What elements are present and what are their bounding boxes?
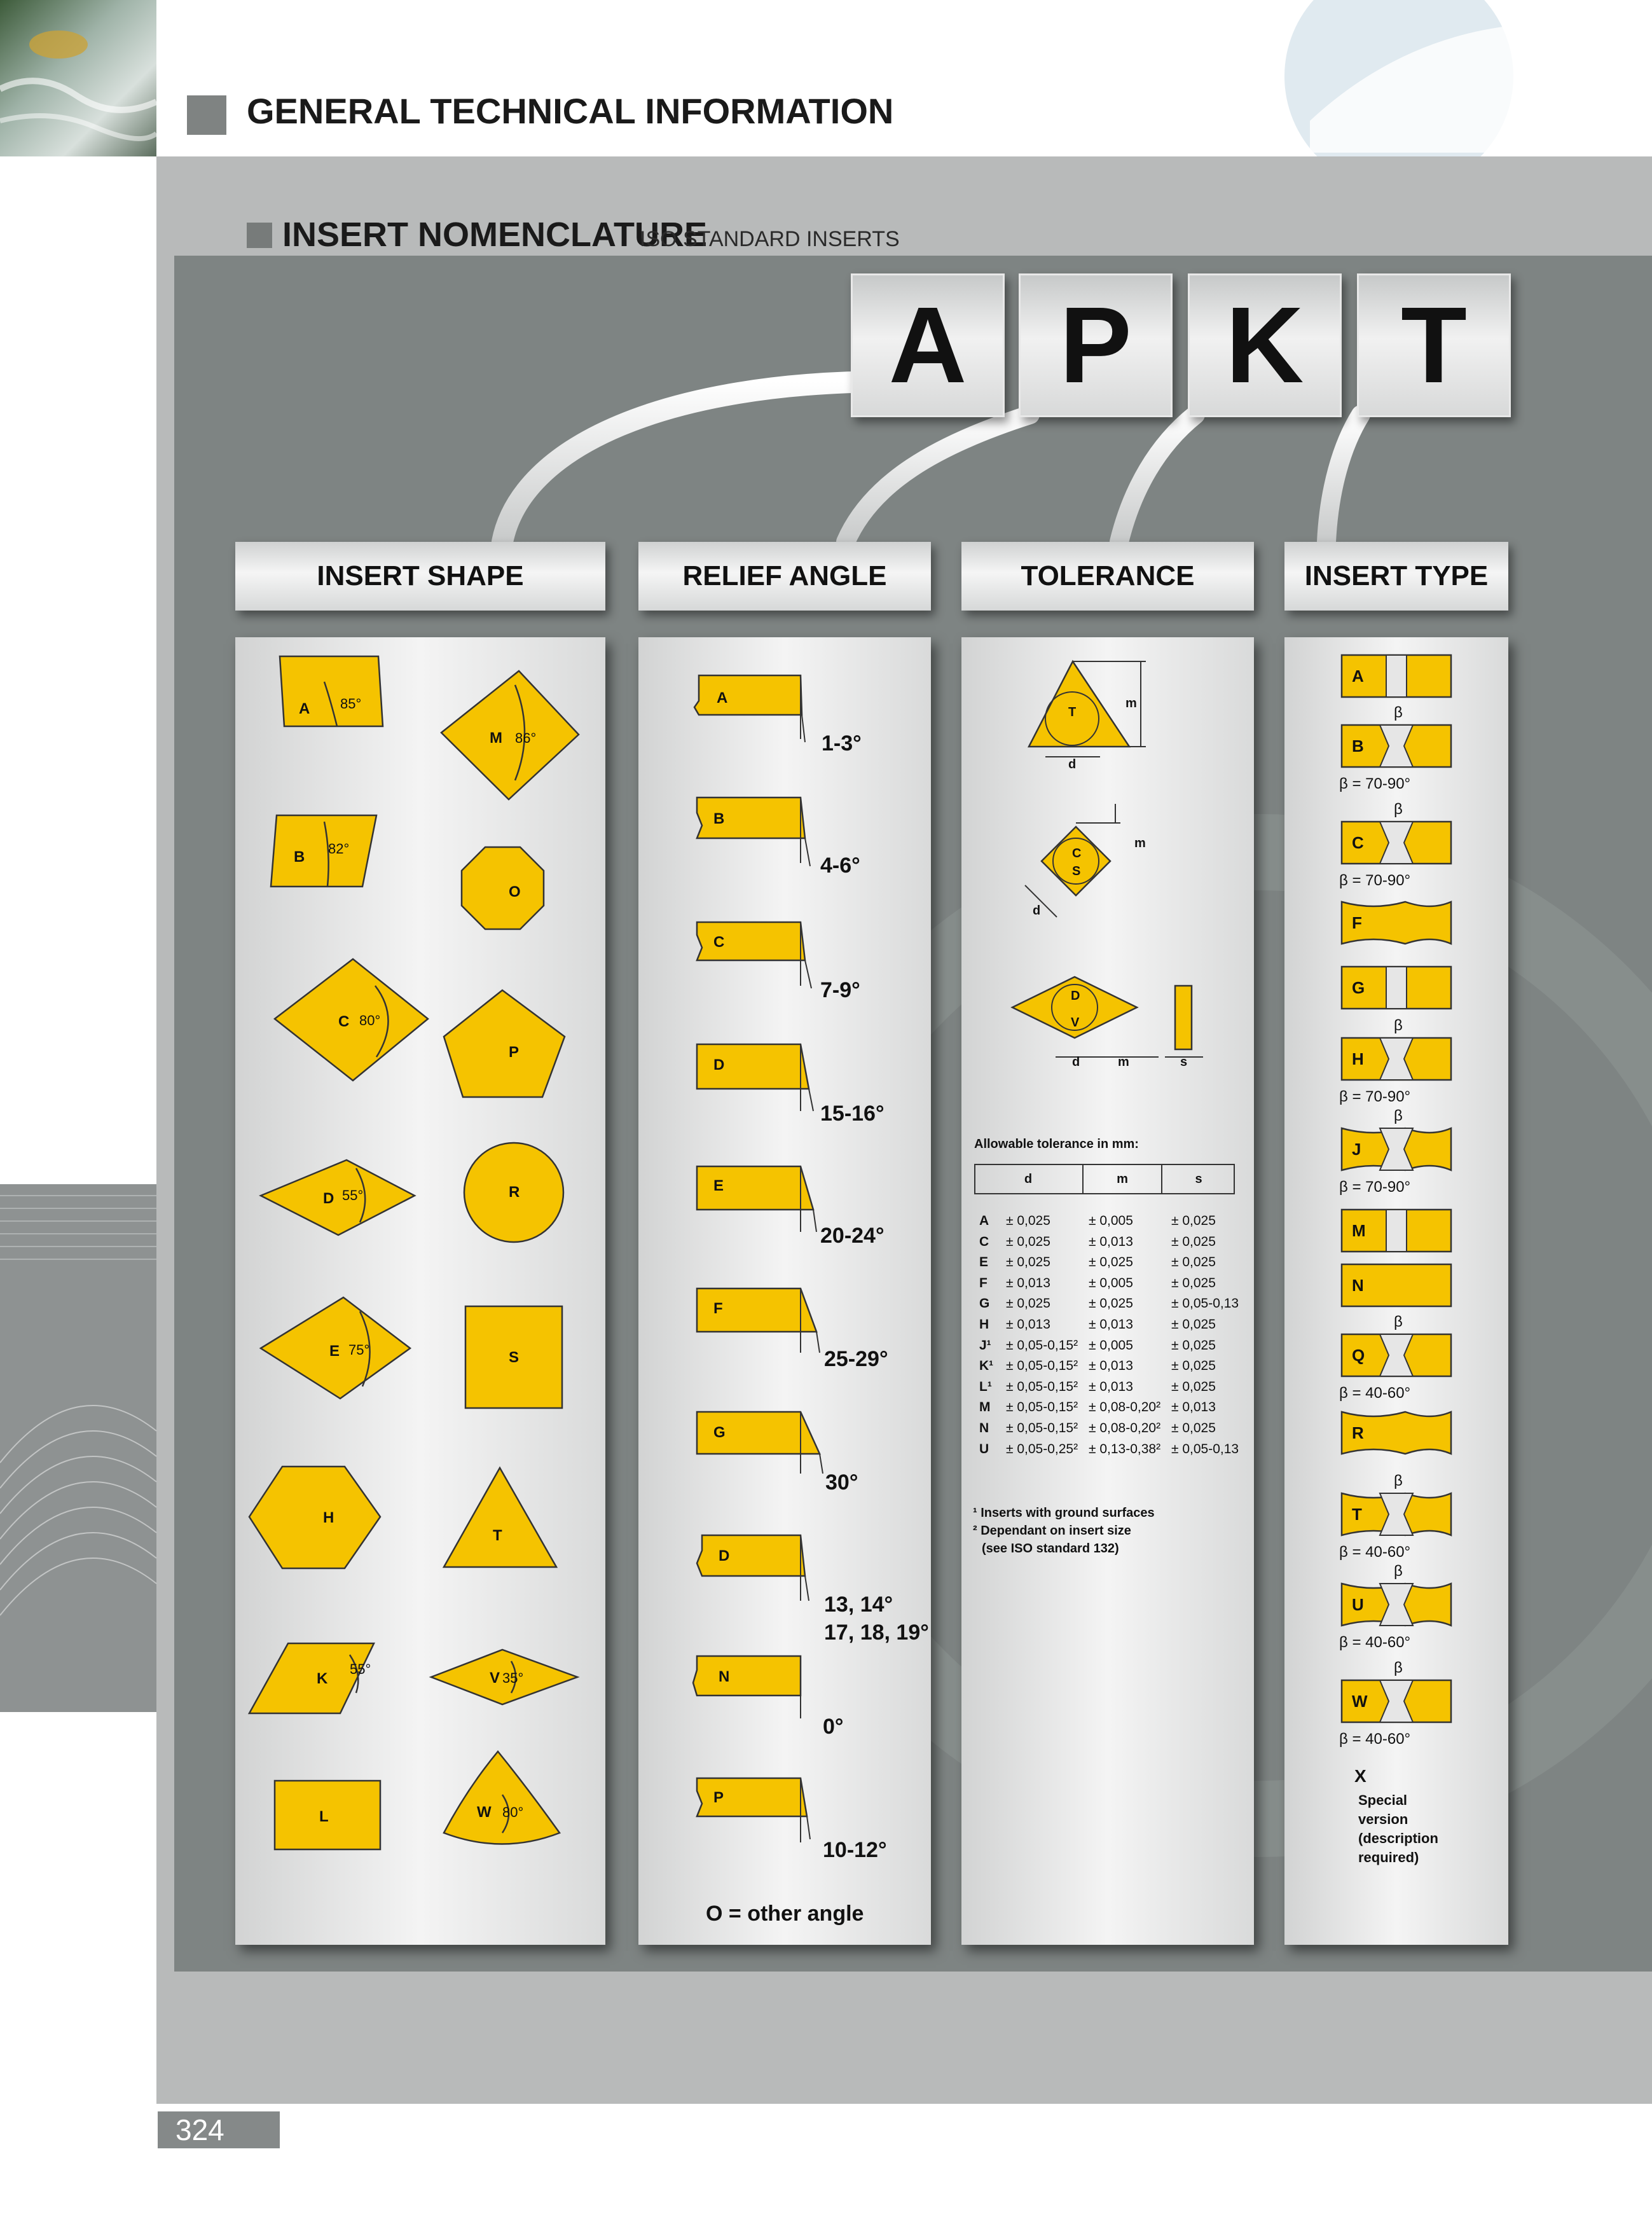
shape-H-letter: H bbox=[323, 1509, 334, 1526]
column-header-insert-shape: INSERT SHAPE bbox=[235, 542, 605, 611]
beta-symbol: β bbox=[1394, 1017, 1403, 1034]
tolerance-s: ± 0,025 bbox=[1171, 1421, 1216, 1435]
tolerance-note-3: (see ISO standard 132) bbox=[982, 1542, 1119, 1556]
insert-type-letter: A bbox=[1352, 667, 1364, 686]
insert-type-Q bbox=[1339, 1313, 1451, 1402]
shape-B-angle: 82° bbox=[328, 841, 350, 857]
beta-symbol: β bbox=[1394, 801, 1403, 818]
relief-D2-angle-2: 17, 18, 19° bbox=[824, 1620, 929, 1645]
shape-W-angle: 80° bbox=[502, 1804, 524, 1820]
section-subtitle: ISO STANDARD INSERTS bbox=[640, 227, 900, 251]
shape-C-angle: 80° bbox=[359, 1012, 381, 1028]
tolerance-m: ± 0,005 bbox=[1089, 1213, 1133, 1228]
relief-E-angle: 20-24° bbox=[820, 1224, 885, 1248]
insert-type-U bbox=[1339, 1563, 1451, 1651]
tolerance-s: ± 0,025 bbox=[1171, 1275, 1216, 1290]
insert-type-beta: β = 40-60° bbox=[1339, 1385, 1411, 1402]
shape-L-letter: L bbox=[319, 1808, 329, 1825]
tolerance-d: ± 0,05-0,25² bbox=[1006, 1441, 1078, 1456]
beta-symbol: β bbox=[1394, 1563, 1403, 1580]
shape-K-letter: K bbox=[317, 1670, 328, 1687]
insert-type-diagrams bbox=[1284, 637, 1508, 1945]
tolerance-code: H bbox=[979, 1317, 989, 1332]
relief-G-angle: 30° bbox=[825, 1470, 858, 1495]
shape-T-letter: T bbox=[493, 1527, 502, 1544]
insert-type-hole bbox=[1386, 655, 1407, 697]
tol-label-m3: m bbox=[1118, 1055, 1129, 1069]
insert-type-letter: R bbox=[1352, 1423, 1364, 1442]
relief-P-angle: 10-12° bbox=[823, 1838, 887, 1862]
tolerance-header-s: s bbox=[1195, 1172, 1202, 1186]
insert-type-letter: Q bbox=[1352, 1346, 1365, 1365]
tol-label-m2: m bbox=[1134, 836, 1146, 850]
tolerance-d: ± 0,05-0,15² bbox=[1006, 1400, 1078, 1415]
shape-W bbox=[444, 1751, 560, 1844]
tolerance-code: M bbox=[979, 1400, 991, 1415]
tolerance-m: ± 0,025 bbox=[1089, 1255, 1133, 1270]
relief-N-letter: N bbox=[719, 1668, 730, 1685]
tolerance-m: ± 0,08-0,20² bbox=[1089, 1400, 1161, 1415]
tolerance-code: A bbox=[979, 1213, 989, 1228]
shape-R-letter: R bbox=[509, 1184, 520, 1201]
insert-type-letter: B bbox=[1352, 736, 1364, 756]
shape-D-angle: 55° bbox=[342, 1187, 364, 1203]
tolerance-code: N bbox=[979, 1421, 989, 1435]
shape-B bbox=[271, 815, 376, 887]
shape-P bbox=[444, 990, 565, 1097]
shape-A-angle: 85° bbox=[340, 696, 362, 712]
header-square bbox=[187, 95, 226, 135]
insert-type-hole bbox=[1386, 1210, 1407, 1252]
relief-G-letter: G bbox=[713, 1424, 726, 1441]
tolerance-s: ± 0,025 bbox=[1171, 1379, 1216, 1394]
insert-type-J bbox=[1339, 1107, 1451, 1196]
insert-type-F bbox=[1342, 902, 1451, 944]
insert-type-letter: N bbox=[1352, 1276, 1364, 1295]
tolerance-d: ± 0,013 bbox=[1006, 1275, 1050, 1290]
tol-label-V: V bbox=[1071, 1016, 1080, 1030]
tolerance-d: ± 0,05-0,15² bbox=[1006, 1379, 1078, 1394]
shape-V bbox=[431, 1650, 577, 1704]
tolerance-header-m: m bbox=[1084, 1164, 1162, 1194]
relief-D-letter: D bbox=[713, 1056, 725, 1074]
tolerance-d: ± 0,05-0,15² bbox=[1006, 1421, 1078, 1435]
special-line: (description bbox=[1358, 1830, 1438, 1846]
tolerance-m: ± 0,013 bbox=[1089, 1379, 1133, 1394]
shape-L bbox=[275, 1781, 380, 1849]
section-title: INSERT NOMENCLATURE bbox=[282, 216, 707, 254]
tolerance-s: ± 0,025 bbox=[1171, 1317, 1216, 1332]
tol-label-m1: m bbox=[1125, 696, 1137, 710]
relief-A-angle: 1-3° bbox=[822, 731, 862, 756]
shape-D-letter: D bbox=[323, 1190, 334, 1207]
code-letter-3: K bbox=[1188, 273, 1342, 417]
insert-type-hole bbox=[1386, 967, 1407, 1009]
shape-E-letter: E bbox=[329, 1343, 340, 1360]
shape-M bbox=[441, 671, 579, 799]
tol-label-T: T bbox=[1068, 705, 1077, 719]
tolerance-m: ± 0,13-0,38² bbox=[1089, 1441, 1161, 1456]
code-letter-1: A bbox=[851, 273, 1005, 417]
tolerance-d: ± 0,05-0,15² bbox=[1006, 1358, 1078, 1374]
shape-T bbox=[444, 1468, 556, 1567]
tolerance-diagrams bbox=[961, 637, 1254, 1121]
tolerance-s: ± 0,025 bbox=[1171, 1358, 1216, 1374]
tolerance-s: ± 0,025 bbox=[1171, 1337, 1216, 1353]
relief-C-angle: 7-9° bbox=[820, 978, 860, 1002]
code-letter-2: P bbox=[1019, 273, 1173, 417]
tolerance-d: ± 0,013 bbox=[1006, 1317, 1050, 1332]
tolerance-s: ± 0,025 bbox=[1171, 1255, 1216, 1270]
shape-H bbox=[249, 1467, 380, 1568]
column-header-relief-angle: RELIEF ANGLE bbox=[638, 542, 931, 611]
insert-type-C bbox=[1339, 801, 1451, 889]
relief-A-letter: A bbox=[717, 689, 728, 707]
relief-A-shape bbox=[694, 675, 802, 715]
tolerance-s: ± 0,025 bbox=[1171, 1213, 1216, 1228]
insert-type-beta: β = 70-90° bbox=[1339, 872, 1411, 889]
tolerance-s: ± 0,025 bbox=[1171, 1234, 1216, 1249]
insert-type-letter: G bbox=[1352, 978, 1365, 997]
tolerance-code: F bbox=[979, 1275, 988, 1290]
tolerance-code: J¹ bbox=[979, 1337, 991, 1353]
shape-C bbox=[275, 959, 428, 1081]
insert-type-G bbox=[1342, 967, 1451, 1009]
insert-type-beta: β = 40-60° bbox=[1339, 1634, 1411, 1651]
tolerance-s: ± 0,05-0,13 bbox=[1171, 1441, 1239, 1456]
shape-S bbox=[465, 1306, 562, 1408]
tol-label-S: S bbox=[1072, 864, 1081, 878]
shape-P-letter: P bbox=[509, 1044, 520, 1061]
insert-type-T bbox=[1339, 1472, 1451, 1561]
insert-type-letter: C bbox=[1352, 833, 1364, 852]
shape-W-letter: W bbox=[477, 1804, 492, 1821]
tolerance-thickness bbox=[1175, 986, 1192, 1049]
insert-type-letter: J bbox=[1352, 1140, 1361, 1159]
insert-type-R bbox=[1342, 1412, 1451, 1454]
insert-type-letter: M bbox=[1352, 1221, 1366, 1240]
relief-C-letter: C bbox=[713, 934, 725, 951]
beta-symbol: β bbox=[1394, 1472, 1403, 1489]
tolerance-m: ± 0,013 bbox=[1089, 1234, 1133, 1249]
shape-A bbox=[280, 656, 383, 726]
shape-V-letter: V bbox=[490, 1669, 500, 1687]
relief-P-letter: P bbox=[713, 1789, 724, 1806]
shape-O-letter: O bbox=[509, 883, 521, 901]
beta-symbol: β bbox=[1394, 1659, 1403, 1676]
relief-N-shape bbox=[693, 1656, 801, 1696]
tol-label-d3: d bbox=[1072, 1055, 1080, 1069]
shape-O bbox=[462, 847, 544, 929]
tol-label-D: D bbox=[1071, 989, 1080, 1003]
tolerance-s: ± 0,013 bbox=[1171, 1400, 1216, 1415]
tol-label-s: s bbox=[1180, 1055, 1188, 1069]
insert-type-beta: β = 40-60° bbox=[1339, 1544, 1411, 1561]
shape-S-letter: S bbox=[509, 1349, 520, 1366]
tolerance-code: C bbox=[979, 1234, 989, 1249]
insert-type-H bbox=[1339, 1017, 1451, 1105]
shape-D bbox=[261, 1160, 415, 1235]
relief-F-angle: 25-29° bbox=[824, 1347, 888, 1371]
tolerance-d: ± 0,025 bbox=[1006, 1213, 1050, 1228]
beta-symbol: β bbox=[1394, 1313, 1403, 1330]
insert-type-letter: T bbox=[1352, 1505, 1362, 1524]
insert-type-beta: β = 70-90° bbox=[1339, 775, 1411, 792]
insert-shape-diagrams bbox=[235, 637, 605, 1945]
page-number: 324 bbox=[176, 2113, 224, 2146]
relief-angle-diagrams bbox=[638, 637, 931, 1945]
tolerance-square bbox=[1042, 827, 1110, 895]
shape-M-angle: 86° bbox=[515, 730, 537, 746]
tolerance-code: G bbox=[979, 1296, 990, 1311]
insert-type-W bbox=[1339, 1659, 1451, 1748]
relief-N-angle: 0° bbox=[823, 1715, 844, 1739]
tolerance-d: ± 0,05-0,15² bbox=[1006, 1337, 1078, 1353]
shape-E-angle: 75° bbox=[348, 1342, 370, 1358]
beta-symbol: β bbox=[1394, 1107, 1403, 1124]
insert-type-letter: U bbox=[1352, 1595, 1364, 1614]
insert-type-beta: β = 40-60° bbox=[1339, 1730, 1411, 1748]
special-line: Special bbox=[1358, 1792, 1408, 1808]
relief-D-angle: 15-16° bbox=[820, 1102, 885, 1126]
insert-type-N bbox=[1342, 1264, 1451, 1306]
beta-symbol: β bbox=[1394, 704, 1403, 721]
tolerance-d: ± 0,025 bbox=[1006, 1255, 1050, 1270]
tol-label-d2: d bbox=[1033, 904, 1041, 918]
special-letter: X bbox=[1354, 1766, 1366, 1786]
tolerance-code: E bbox=[979, 1255, 989, 1270]
relief-F-letter: F bbox=[713, 1300, 723, 1317]
tol-label-C: C bbox=[1072, 846, 1082, 860]
special-line: version bbox=[1358, 1811, 1408, 1827]
insert-type-M bbox=[1342, 1210, 1451, 1252]
tolerance-m: ± 0,013 bbox=[1089, 1358, 1133, 1374]
tolerance-m: ± 0,025 bbox=[1089, 1296, 1133, 1311]
tolerance-d: ± 0,025 bbox=[1006, 1234, 1050, 1249]
shape-M-letter: M bbox=[490, 729, 502, 747]
shape-B-letter: B bbox=[294, 848, 305, 866]
shape-C-letter: C bbox=[338, 1013, 350, 1030]
tolerance-m: ± 0,08-0,20² bbox=[1089, 1421, 1161, 1435]
relief-D2-angle: 13, 14° bbox=[824, 1592, 893, 1617]
insert-type-letter: F bbox=[1352, 913, 1362, 932]
tolerance-note-2: ² Dependant on insert size bbox=[973, 1524, 1131, 1538]
insert-type-B bbox=[1339, 704, 1451, 792]
relief-other-angle-note: O = other angle bbox=[706, 1902, 864, 1926]
tolerance-caption: Allowable tolerance in mm: bbox=[974, 1137, 1139, 1151]
tolerance-m: ± 0,013 bbox=[1089, 1317, 1133, 1332]
tolerance-s: ± 0,05-0,13 bbox=[1171, 1296, 1239, 1311]
shape-R bbox=[464, 1143, 563, 1242]
tol-label-d1: d bbox=[1068, 757, 1077, 771]
shape-A-letter: A bbox=[299, 700, 310, 717]
insert-type-beta: β = 70-90° bbox=[1339, 1088, 1411, 1105]
shape-K bbox=[249, 1643, 374, 1713]
tolerance-triangle bbox=[1029, 661, 1129, 747]
section-square bbox=[247, 223, 272, 248]
shape-K-angle: 55° bbox=[350, 1661, 371, 1677]
relief-D2-letter: D bbox=[719, 1547, 730, 1564]
column-header-tolerance: TOLERANCE bbox=[961, 542, 1254, 611]
insert-type-beta: β = 70-90° bbox=[1339, 1178, 1411, 1196]
insert-type-letter: H bbox=[1352, 1049, 1364, 1068]
tolerance-code: L¹ bbox=[979, 1379, 992, 1394]
header-photo bbox=[0, 0, 156, 156]
tolerance-header-d: d bbox=[974, 1164, 1084, 1194]
special-line: required) bbox=[1358, 1849, 1419, 1865]
shape-E bbox=[261, 1297, 410, 1399]
relief-B-letter: B bbox=[713, 810, 725, 827]
column-header-insert-type: INSERT TYPE bbox=[1284, 542, 1508, 611]
insert-type-letter: W bbox=[1352, 1692, 1368, 1711]
code-letter-4: T bbox=[1357, 273, 1511, 417]
tolerance-note-1: ¹ Inserts with ground surfaces bbox=[973, 1506, 1155, 1520]
relief-B-angle: 4-6° bbox=[820, 853, 860, 878]
side-stripe-panel bbox=[0, 1184, 156, 1712]
tolerance-m: ± 0,005 bbox=[1089, 1275, 1133, 1290]
relief-E-letter: E bbox=[713, 1177, 724, 1194]
relief-D2-shape bbox=[697, 1535, 805, 1576]
tolerance-d: ± 0,025 bbox=[1006, 1296, 1050, 1311]
shape-V-angle: 35° bbox=[502, 1670, 524, 1686]
page-header-title: GENERAL TECHNICAL INFORMATION bbox=[247, 91, 894, 131]
tolerance-code: K¹ bbox=[979, 1358, 994, 1374]
insert-type-A bbox=[1342, 655, 1451, 697]
tolerance-code: U bbox=[979, 1441, 989, 1456]
tolerance-m: ± 0,005 bbox=[1089, 1337, 1133, 1353]
